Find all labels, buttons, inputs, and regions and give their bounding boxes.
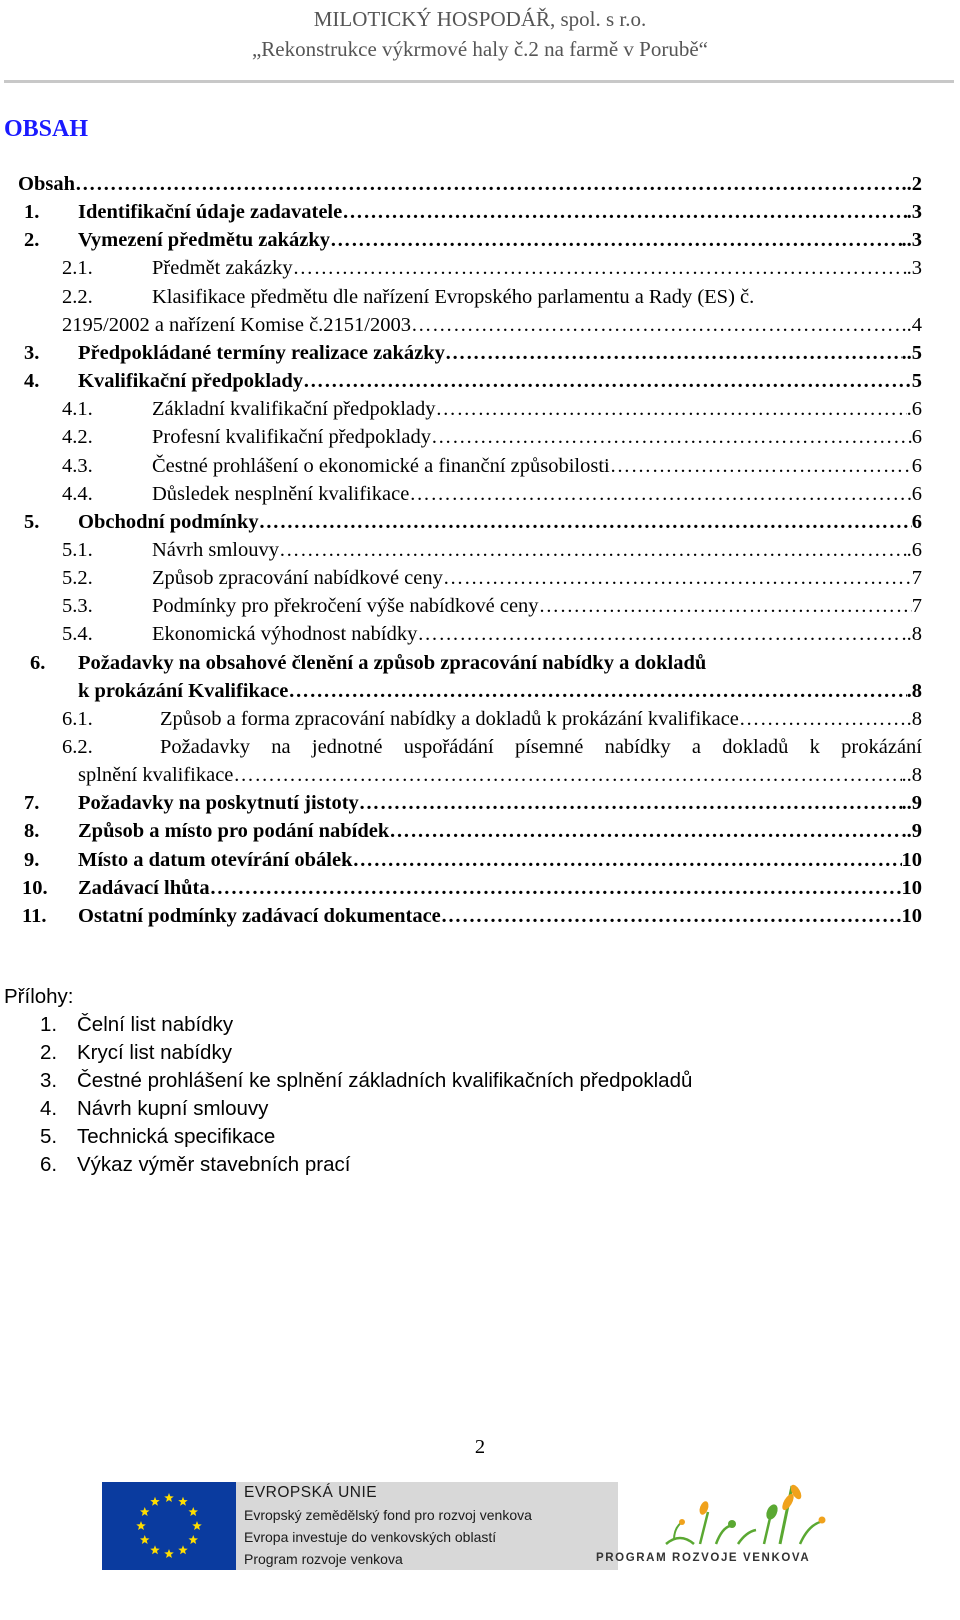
toc-entry-title: Způsob a forma zpracování nabídky a dokladů k prokázání kvalifikace [160, 707, 739, 730]
attachment-number: 6. [40, 1153, 58, 1176]
eu-title: EVROPSKÁ UNIE [244, 1484, 378, 1501]
toc-leader-dots [233, 764, 901, 787]
toc-entry-title: Místo a datum otevírání obálek [78, 848, 353, 871]
toc-entry-number: 2.2. [62, 285, 93, 308]
toc-entry-number: 5.3. [62, 595, 93, 618]
toc-entry-title: Obchodní podmínky [78, 510, 259, 533]
toc-entry-title: Způsob zpracování nabídkové ceny [152, 567, 443, 590]
eu-star-icon [178, 1497, 188, 1506]
toc-entry-page: ..4 [901, 313, 922, 336]
toc-entry[interactable] [0, 455, 960, 484]
eu-program-line: Program rozvoje venkova [244, 1551, 403, 1567]
toc-entry[interactable] [0, 820, 960, 849]
toc-entry[interactable] [0, 511, 960, 540]
toc-entry-page: .6 [906, 398, 922, 421]
toc-entry[interactable] [0, 736, 960, 765]
toc-leader-dots [303, 370, 912, 393]
attachment-number: 1. [40, 1013, 58, 1036]
header-divider [4, 80, 954, 83]
toc-entry[interactable] [0, 370, 960, 399]
attachment-number: 5. [40, 1125, 58, 1148]
toc-entry-title: Čestné prohlášení o ekonomické a finanční způsobilosti [152, 454, 610, 477]
toc-leader-dots [441, 905, 897, 928]
toc-entry-number: 4.3. [62, 454, 93, 477]
toc-entry[interactable] [0, 342, 960, 371]
toc-entry-page: ..9 [901, 820, 922, 843]
attachment-number: 2. [40, 1041, 58, 1064]
toc-entry[interactable] [0, 567, 960, 596]
toc-entry-page: ..3 [901, 229, 922, 252]
toc-entry-number: 11. [22, 904, 47, 927]
attachment-item [4, 1041, 904, 1069]
toc-entry-title: splnění kvalifikace [78, 764, 234, 787]
toc-entry[interactable] [0, 398, 960, 427]
eu-star-icon [188, 1507, 198, 1516]
eu-fund-line: Evropský zemědělský fond pro rozvoj venkova [244, 1507, 532, 1523]
eu-star-icon [150, 1497, 160, 1506]
toc-entry-title: Obsah [18, 173, 75, 195]
eu-star-icon [140, 1535, 150, 1544]
toc-entry[interactable] [0, 173, 960, 202]
eu-star-icon [140, 1507, 150, 1516]
attachment-item [4, 1153, 904, 1181]
eu-star-icon [150, 1545, 160, 1554]
toc-entry-page: .8 [906, 679, 922, 702]
toc-leader-dots [352, 849, 901, 872]
toc-leader-dots [431, 426, 912, 449]
toc-entry[interactable] [0, 595, 960, 624]
toc-entry-page: .8 [906, 707, 922, 730]
toc-entry-page: 5 [911, 370, 922, 393]
toc-entry-title: Podmínky pro překročení výše nabídkové ceny [152, 595, 539, 618]
toc-entry-title: Požadavky na obsahové členění a způsob zpracování nabídky a dokladů [78, 651, 707, 674]
toc-entry-number: 9. [24, 848, 40, 871]
toc-entry[interactable] [0, 426, 960, 455]
toc-entry-number: 5.2. [62, 567, 93, 590]
toc-entry-number: 7. [24, 792, 40, 815]
toc-entry-page: .10 [896, 876, 922, 899]
toc-entry-number: 8. [24, 820, 40, 843]
toc-entry-page: ..8 [901, 764, 922, 787]
toc-entry-page: 6 [911, 426, 922, 449]
attachment-label: Krycí list nabídky [77, 1041, 232, 1064]
toc-entry-title: Profesní kvalifikační předpoklady [152, 426, 431, 449]
toc-entry[interactable] [0, 483, 960, 512]
attachment-number: 4. [40, 1097, 58, 1120]
toc-leader-dots [443, 567, 912, 590]
toc-leader-dots [342, 201, 906, 224]
toc-entry[interactable] [0, 314, 960, 343]
attachment-label: Výkaz výměr stavebních prací [77, 1153, 351, 1176]
eu-star-icon [136, 1521, 146, 1530]
toc-entry-page: 7 [911, 567, 922, 590]
attachment-item [4, 1125, 904, 1153]
toc-entry-page: .10 [896, 904, 922, 927]
toc-entry[interactable] [0, 201, 960, 230]
toc-entry[interactable] [0, 680, 960, 709]
toc-entry-title: Identifikační údaje zadavatele [78, 201, 343, 224]
page-number: 2 [474, 1436, 486, 1458]
prv-text: PROGRAM ROZVOJE VENKOVA [596, 1552, 811, 1564]
toc-entry-title: k prokázání Kvalifikace [78, 679, 289, 702]
attachment-label: Čestné prohlášení ke splnění základních kvalifikačních předpokladů [77, 1069, 693, 1092]
toc-entry-number: 4. [24, 370, 40, 393]
toc-entry-title: Požadavky na jednotné uspořádání písemné nabídky a dokladů k prokázání [160, 736, 922, 758]
attachment-item [4, 1069, 904, 1097]
toc-entry-page: ..5 [901, 341, 922, 364]
toc-entry-number: 2. [24, 229, 40, 252]
toc-entry-page: ..9 [901, 792, 922, 815]
toc-leader-dots [293, 257, 907, 280]
toc-entry-title: Předpokládané termíny realizace zakázky [78, 341, 445, 364]
toc-heading: OBSAH [4, 116, 89, 142]
toc-entry-number: 6.2. [62, 736, 93, 758]
attachment-number: 3. [40, 1069, 58, 1092]
toc-entry-number: 10. [22, 876, 48, 899]
toc-entry[interactable] [0, 708, 960, 737]
toc-leader-dots [359, 792, 902, 815]
eu-flag-icon [102, 1482, 236, 1570]
toc-entry-page: 10 [901, 848, 922, 871]
toc-entry-number: 3. [24, 341, 40, 364]
attachment-label: Technická specifikace [77, 1125, 276, 1148]
toc-entry[interactable] [0, 286, 960, 315]
toc-entry[interactable] [0, 849, 960, 878]
toc-entry[interactable] [0, 764, 960, 793]
attachment-label: Návrh kupní smlouvy [77, 1097, 269, 1120]
toc-entry-title: Požadavky na poskytnutí jistoty [78, 792, 359, 815]
toc-entry-page: .6 [906, 538, 922, 561]
eu-star-icon [164, 1493, 174, 1502]
document-header [0, 4, 960, 64]
toc-leader-dots [259, 511, 912, 534]
toc-entry-number: 2.1. [62, 257, 93, 280]
toc-entry-title: Kvalifikační předpoklady [78, 370, 303, 393]
toc-leader-dots [539, 595, 912, 618]
eu-star-icon [164, 1549, 174, 1558]
toc-entry-title: Ostatní podmínky zadávací dokumentace [78, 904, 441, 927]
attachment-label: Čelní list nabídky [77, 1013, 234, 1036]
eu-star-icon [178, 1545, 188, 1554]
toc-entry-title: Základní kvalifikační předpoklady [152, 398, 436, 421]
toc-leader-dots [436, 398, 907, 421]
toc-leader-dots [739, 708, 907, 731]
toc-entry[interactable] [0, 623, 960, 652]
toc-entry[interactable] [0, 877, 960, 906]
toc-entry-page: .3 [906, 257, 922, 280]
toc-entry-number: 5.4. [62, 623, 93, 646]
toc-entry-page: 6 [911, 482, 922, 505]
toc-entry-title: Klasifikace předmětu dle nařízení Evropského parlamentu a Rady (ES) č. [152, 285, 755, 308]
footer-logos [0, 1478, 960, 1618]
eu-invest-line: Evropa investuje do venkovských oblastí [244, 1529, 497, 1545]
header-project: „Rekonstrukce výkrmové haly č.2 na farmě v Porubě“ [251, 37, 708, 61]
toc-entry-number: 4.1. [62, 398, 93, 421]
toc-entry-title: 2195/2002 a nařízení Komise č.2151/2003 [62, 313, 412, 336]
toc-entry-title: Vymezení předmětu zakázky [78, 229, 331, 252]
eu-star-icon [192, 1521, 202, 1530]
toc-leader-dots [389, 820, 901, 843]
toc-leader-dots [330, 229, 901, 252]
toc-leader-dots [288, 680, 906, 703]
attachment-item [4, 1097, 904, 1125]
toc-entry[interactable] [0, 539, 960, 568]
toc-entry-number: 1. [24, 201, 40, 224]
toc-entry-number: 5.1. [62, 538, 93, 561]
toc-entry-page: 7 [911, 595, 922, 618]
toc-entry-number: 6. [30, 651, 46, 674]
attachment-item [4, 1013, 904, 1041]
toc-leader-dots [75, 173, 902, 196]
toc-entry-number: 6.1. [62, 707, 93, 730]
toc-entry-title: Návrh smlouvy [152, 538, 279, 561]
toc-leader-dots [610, 455, 912, 478]
toc-leader-dots [409, 483, 911, 506]
prv-logo-icon [660, 1482, 840, 1546]
eu-text [244, 1482, 532, 1570]
toc-leader-dots [417, 623, 901, 646]
eu-star-icon [188, 1535, 198, 1544]
toc-entry[interactable] [0, 652, 960, 681]
toc-entry-page: 6 [911, 454, 922, 477]
toc-entry-number: 4.2. [62, 426, 93, 449]
toc-entry-page: ..8 [901, 623, 922, 646]
attachments-title: Přílohy: [4, 985, 74, 1008]
toc-entry-title: Ekonomická výhodnost nabídky [152, 623, 418, 646]
toc-entry-number: 4.4. [62, 482, 93, 505]
toc-entry-title: Způsob a místo pro podání nabídek [78, 820, 390, 843]
toc-entry-page: 6 [911, 510, 922, 533]
header-company: MILOTICKÝ HOSPODÁŘ, spol. s r.o. [313, 7, 647, 31]
toc-leader-dots [445, 342, 902, 365]
toc-entry-page: .3 [906, 201, 922, 224]
toc-entry[interactable] [0, 792, 960, 821]
toc-entry[interactable] [0, 229, 960, 258]
toc-entry[interactable] [0, 905, 960, 934]
toc-entry-title: Zadávací lhůta [78, 876, 210, 899]
toc-leader-dots [411, 314, 901, 337]
toc-entry-title: Předmět zakázky [152, 257, 293, 280]
toc-entry-page: ..2 [901, 173, 922, 195]
toc-leader-dots [279, 539, 907, 562]
toc-entry-title: Důsledek nesplnění kvalifikace [152, 482, 410, 505]
toc-leader-dots [210, 877, 897, 900]
toc-entry-number: 5. [24, 510, 40, 533]
toc-entry[interactable] [0, 257, 960, 286]
